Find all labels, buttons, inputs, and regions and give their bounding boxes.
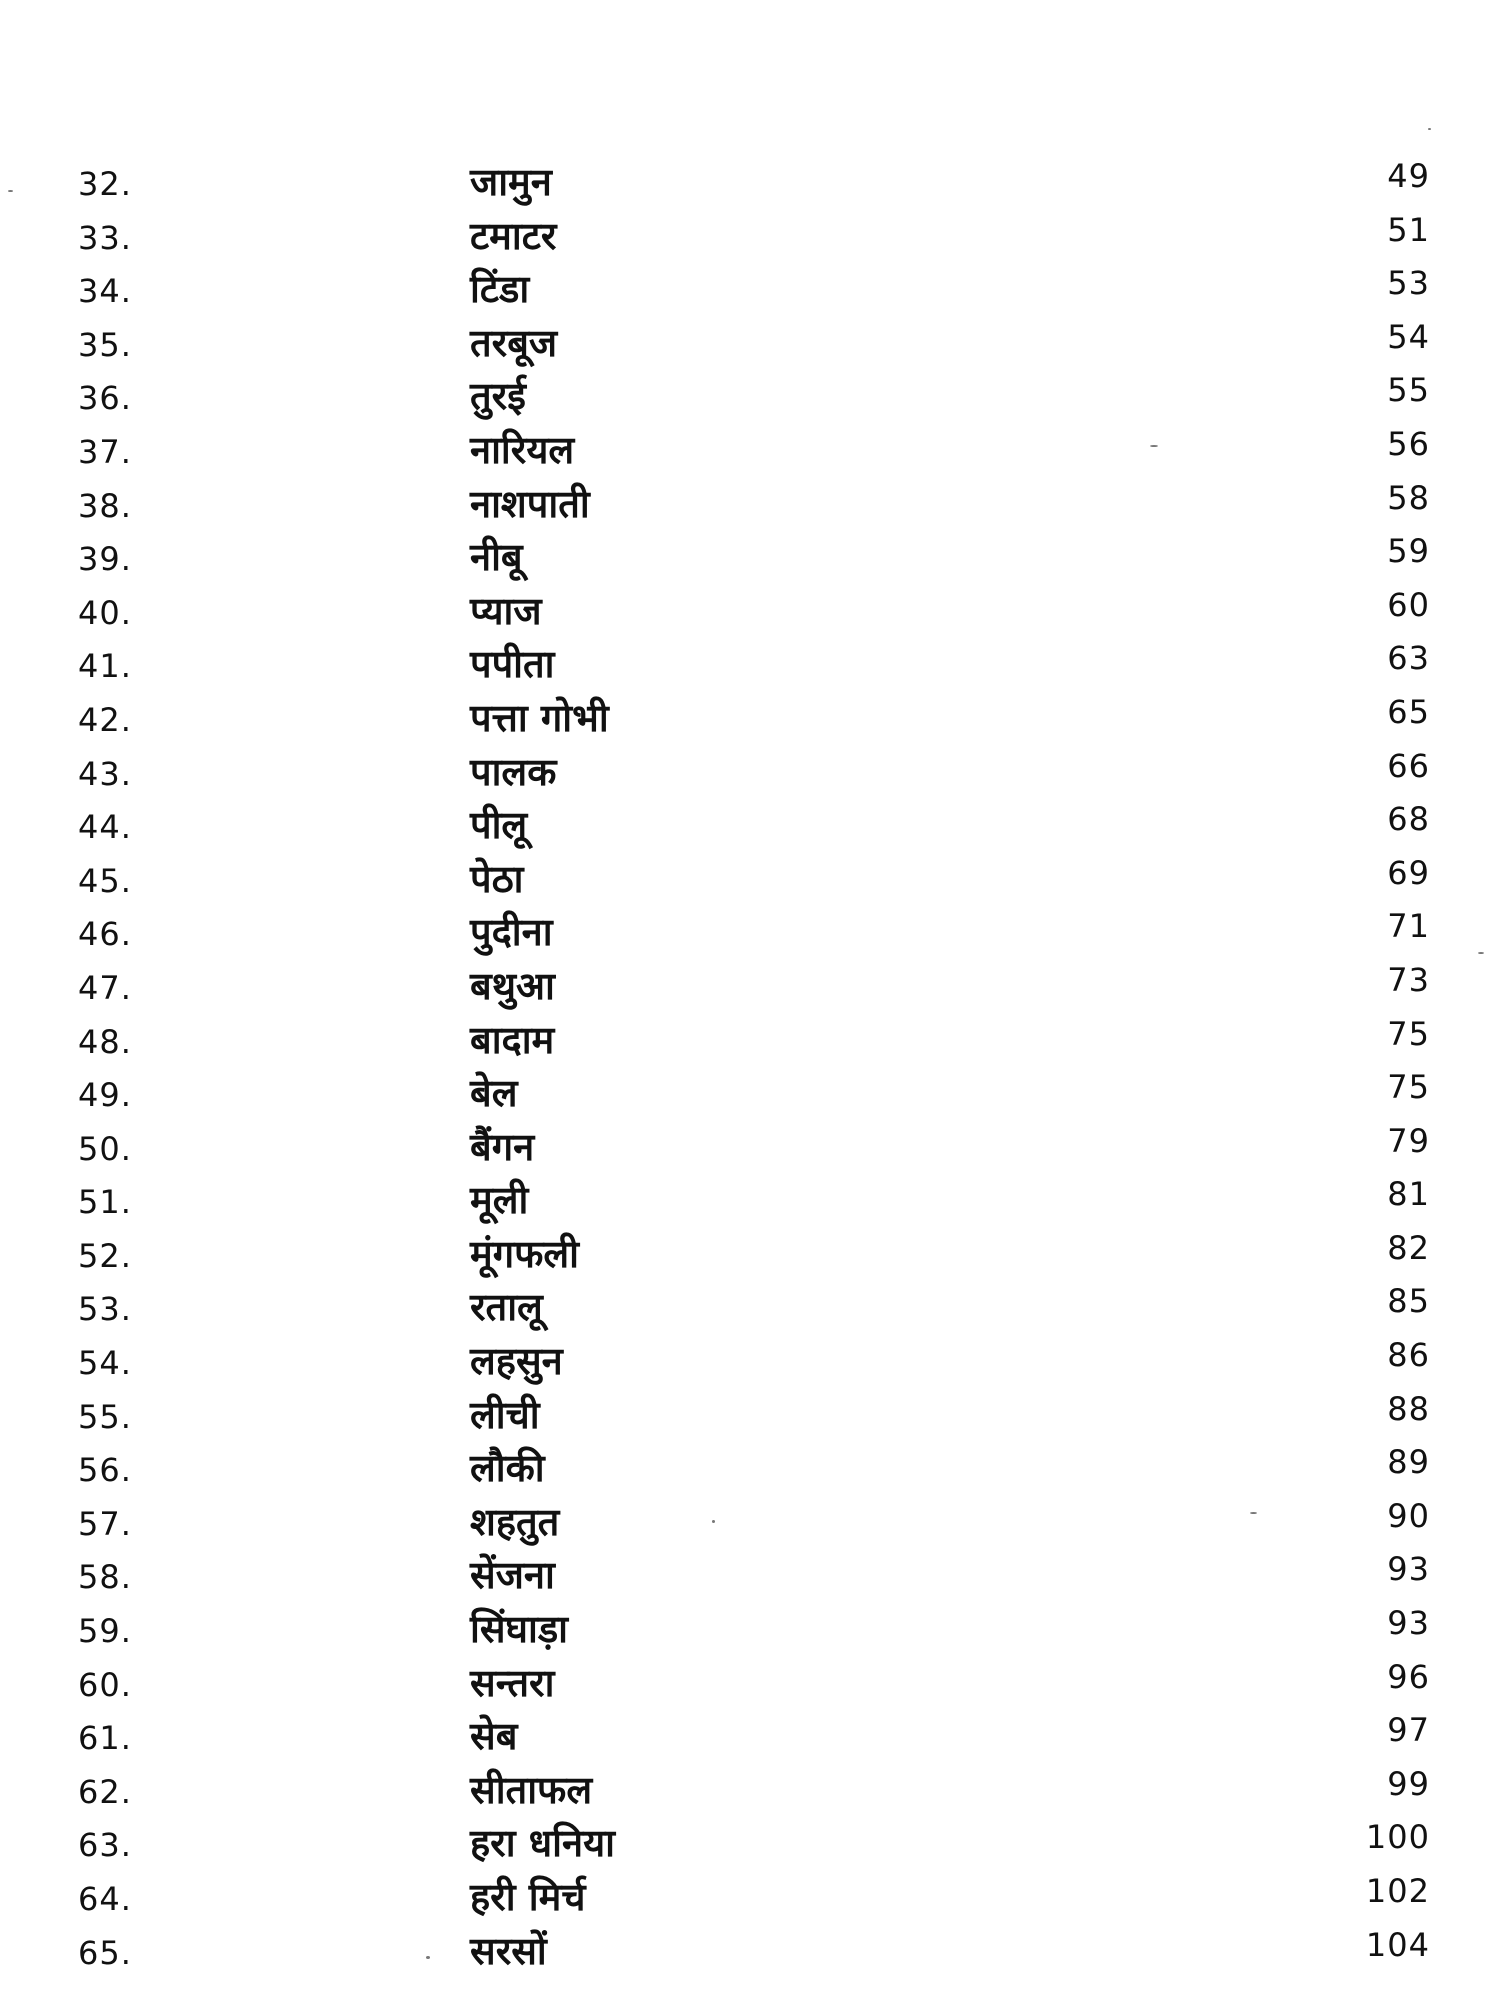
entry-number: 53. [78, 1290, 132, 1329]
entry-page: 88 [1387, 1389, 1430, 1428]
entry-number: 36. [78, 379, 132, 418]
scan-speck [426, 1956, 430, 1959]
entry-title: नाशपाती [470, 481, 590, 526]
toc-row [0, 1388, 1500, 1442]
entry-page: 100 [1365, 1818, 1430, 1857]
entry-page: 65 [1387, 692, 1430, 731]
entry-page: 81 [1387, 1175, 1430, 1214]
entry-title: रतालू [470, 1285, 543, 1330]
entry-title: सेब [470, 1714, 518, 1759]
entry-number: 45. [78, 861, 132, 900]
entry-page: 55 [1387, 371, 1430, 410]
toc-row [0, 691, 1500, 745]
entry-number: 47. [78, 968, 132, 1007]
entry-title: मूंगफली [470, 1231, 580, 1276]
toc-row [0, 637, 1500, 691]
scan-speck [1250, 1512, 1257, 1514]
toc-row [0, 262, 1500, 316]
entry-page: 73 [1387, 960, 1430, 999]
entry-number: 63. [78, 1826, 132, 1865]
entry-number: 39. [78, 540, 132, 579]
toc-row [0, 1280, 1500, 1334]
entry-number: 48. [78, 1022, 132, 1061]
entry-number: 38. [78, 486, 132, 525]
scan-speck [1478, 952, 1484, 954]
entry-page: 89 [1387, 1443, 1430, 1482]
entry-title: शहतुत [470, 1499, 560, 1544]
table-of-contents [0, 155, 1500, 1977]
entry-number: 51. [78, 1183, 132, 1222]
entry-title: पालक [470, 749, 557, 794]
entry-number: 61. [78, 1719, 132, 1758]
toc-row [0, 1227, 1500, 1281]
entry-number: 57. [78, 1504, 132, 1543]
entry-title: सीताफल [470, 1767, 593, 1812]
toc-row [0, 1441, 1500, 1495]
entry-title: टमाटर [470, 213, 557, 258]
toc-row [0, 1334, 1500, 1388]
entry-title: मूली [470, 1178, 529, 1223]
entry-title: सन्तरा [470, 1660, 555, 1705]
entry-title: पुदीना [470, 910, 553, 955]
entry-title: तरबूज [470, 320, 558, 365]
entry-number: 40. [78, 593, 132, 632]
entry-title: पीलू [470, 803, 528, 848]
toc-row [0, 1173, 1500, 1227]
entry-number: 34. [78, 272, 132, 311]
entry-page: 85 [1387, 1282, 1430, 1321]
scan-speck [712, 1520, 715, 1523]
entry-number: 55. [78, 1397, 132, 1436]
entry-title: टिंडा [470, 267, 530, 312]
entry-title: बादाम [470, 1017, 555, 1062]
entry-page: 97 [1387, 1711, 1430, 1750]
entry-number: 56. [78, 1451, 132, 1490]
toc-row [0, 1763, 1500, 1817]
entry-page: 90 [1387, 1496, 1430, 1535]
toc-row [0, 905, 1500, 959]
toc-row [0, 423, 1500, 477]
entry-number: 59. [78, 1612, 132, 1651]
toc-row [0, 477, 1500, 531]
toc-row [0, 1548, 1500, 1602]
scan-speck [1428, 128, 1431, 130]
entry-number: 65. [78, 1933, 132, 1972]
entry-title: हरी मिर्च [470, 1875, 586, 1919]
entry-title: सेंजना [470, 1553, 555, 1598]
entry-title: नारियल [470, 427, 575, 472]
entry-page: 93 [1387, 1604, 1430, 1643]
entry-page: 104 [1365, 1925, 1430, 1964]
toc-row [0, 209, 1500, 263]
entry-title: हरा धनिया [470, 1821, 615, 1866]
entry-page: 86 [1387, 1336, 1430, 1375]
entry-title: प्याज [470, 588, 542, 633]
entry-page: 56 [1387, 424, 1430, 463]
entry-title: बथुआ [470, 963, 555, 1008]
toc-row [0, 530, 1500, 584]
entry-title: लौकी [470, 1446, 545, 1491]
entry-title: पत्ता गोभी [470, 695, 609, 740]
entry-page: 63 [1387, 639, 1430, 678]
entry-title: बैंगन [470, 1124, 535, 1169]
entry-page: 79 [1387, 1121, 1430, 1160]
entry-page: 71 [1387, 907, 1430, 946]
entry-page: 59 [1387, 532, 1430, 571]
entry-number: 41. [78, 647, 132, 686]
toc-row [0, 584, 1500, 638]
scan-speck [8, 190, 13, 192]
toc-row [0, 1495, 1500, 1549]
entry-number: 50. [78, 1129, 132, 1168]
entry-page: 102 [1365, 1872, 1430, 1910]
entry-page: 75 [1387, 1068, 1430, 1107]
entry-number: 52. [78, 1236, 132, 1275]
entry-number: 49. [78, 1076, 132, 1115]
entry-title: सिंघाड़ा [470, 1607, 569, 1652]
entry-page: 58 [1387, 478, 1430, 517]
entry-page: 60 [1387, 585, 1430, 624]
entry-number: 37. [78, 432, 132, 471]
toc-row [0, 155, 1500, 209]
entry-number: 32. [78, 165, 132, 203]
entry-number: 35. [78, 325, 132, 364]
toc-row [0, 1924, 1500, 1978]
entry-number: 54. [78, 1344, 132, 1383]
toc-row [0, 1013, 1500, 1067]
entry-title: नीबू [470, 535, 523, 580]
toc-row [0, 1816, 1500, 1870]
entry-title: सरसों [470, 1928, 547, 1973]
toc-row [0, 1602, 1500, 1656]
entry-page: 96 [1387, 1657, 1430, 1696]
entry-title: जामुन [470, 160, 552, 204]
entry-number: 64. [78, 1880, 132, 1918]
toc-row [0, 745, 1500, 799]
entry-page: 82 [1387, 1228, 1430, 1267]
toc-row [0, 1656, 1500, 1710]
entry-page: 53 [1387, 264, 1430, 303]
entry-page: 68 [1387, 800, 1430, 839]
entry-title: बेल [470, 1071, 518, 1116]
scan-speck [1150, 445, 1158, 447]
entry-title: पपीता [470, 642, 555, 687]
entry-title: तुरई [470, 374, 526, 419]
toc-row [0, 316, 1500, 370]
entry-page: 51 [1387, 210, 1430, 249]
entry-page: 49 [1387, 157, 1430, 195]
toc-row [0, 852, 1500, 906]
entry-number: 33. [78, 218, 132, 257]
entry-number: 60. [78, 1665, 132, 1704]
toc-row [0, 1870, 1500, 1924]
toc-row [0, 959, 1500, 1013]
entry-page: 66 [1387, 746, 1430, 785]
entry-title: पेठा [470, 856, 524, 901]
entry-number: 44. [78, 808, 132, 847]
entry-page: 69 [1387, 853, 1430, 892]
entry-number: 43. [78, 754, 132, 793]
toc-row [0, 798, 1500, 852]
entry-title: लहसुन [470, 1339, 563, 1384]
entry-page: 99 [1387, 1764, 1430, 1803]
toc-row [0, 1066, 1500, 1120]
entry-number: 58. [78, 1558, 132, 1597]
entry-number: 46. [78, 915, 132, 954]
entry-title: लीची [470, 1392, 540, 1437]
entry-page: 93 [1387, 1550, 1430, 1589]
toc-row [0, 1120, 1500, 1174]
entry-number: 42. [78, 700, 132, 739]
entry-page: 75 [1387, 1014, 1430, 1053]
toc-row [0, 1709, 1500, 1763]
entry-page: 54 [1387, 317, 1430, 356]
entry-number: 62. [78, 1772, 132, 1811]
toc-row [0, 369, 1500, 423]
